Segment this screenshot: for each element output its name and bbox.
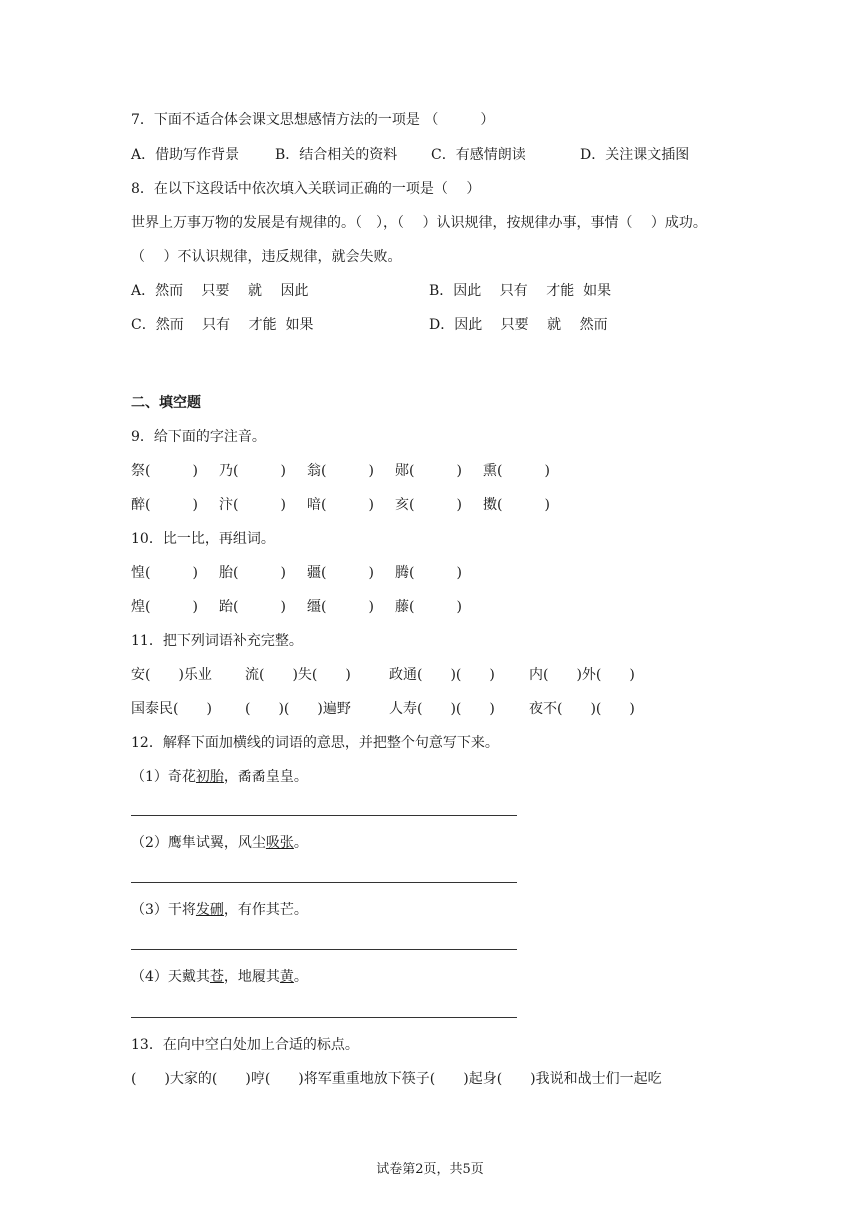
- answer-line: [131, 949, 517, 950]
- q9-row2: [131, 495, 550, 515]
- q11-item: ( )( )遍野: [245, 701, 351, 717]
- q9-item: 熏( ): [483, 463, 550, 479]
- q10-item: 煌( ): [131, 599, 198, 615]
- q7-option-d: D．关注课文插图: [580, 147, 690, 163]
- q9-item: 喑( ): [307, 497, 374, 513]
- q12-underlined-word: 初胎: [195, 769, 224, 785]
- q10-item: 跆( ): [219, 599, 286, 615]
- q11-item: 政通( )( ): [389, 667, 495, 683]
- q8-options-row2: [131, 315, 608, 335]
- q8-passage-line1: 世界上万事万物的发展是有规律的。（ ），（ ）认识规律，按规律办事，事情（ ）成功。: [131, 215, 707, 231]
- q11-item: 国泰民( ): [131, 701, 212, 717]
- q9-stem: 9．给下面的字注音。: [131, 429, 266, 445]
- q10-row2: [131, 597, 462, 617]
- q11-item: 流( )失( ): [245, 667, 351, 683]
- q13-stem: 13．在向中空白处加上合适的标点。: [131, 1037, 359, 1053]
- q9-item: 汴( ): [219, 497, 286, 513]
- q9-item: 乃( ): [219, 463, 286, 479]
- q10-item: 藤( ): [395, 599, 462, 615]
- q12-text: （2）鹰隼试翼，风尘: [131, 835, 266, 851]
- q8-options-row1: [131, 281, 612, 301]
- q12-item-4: [131, 967, 308, 987]
- q7-option-b: B．结合相关的资料: [275, 147, 398, 163]
- q9-item: 祭( ): [131, 463, 198, 479]
- q11-item: 人寿( )( ): [389, 701, 495, 717]
- q10-item: 胎( ): [219, 565, 286, 581]
- q7-options: [131, 145, 690, 165]
- q11-item: 内( )外( ): [529, 667, 635, 683]
- page-footer: 试卷第2页，共5页: [376, 1162, 484, 1177]
- q11-item: 夜不( )( ): [529, 701, 635, 717]
- q8-stem: 8．在以下这段话中依次填入关联词正确的一项是（ ）: [131, 181, 481, 197]
- q12-item-1: [131, 767, 308, 787]
- q9-row1: [131, 461, 550, 481]
- q12-underlined-word: 发硎: [195, 902, 224, 918]
- q12-stem: 12．解释下面加横线的词语的意思，并把整个句意写下来。: [131, 735, 499, 751]
- q9-item: 翁( ): [307, 463, 374, 479]
- q12-underlined-word: 吸张: [265, 835, 294, 851]
- q8-option-d: D．因此 只要 就 然而: [429, 317, 608, 333]
- section-heading: 二、填空题: [131, 395, 201, 411]
- q12-text: ，矞矞皇皇。: [223, 769, 308, 785]
- answer-line: [131, 882, 517, 883]
- q12-text: 。: [293, 835, 308, 851]
- q10-item: 疆( ): [307, 565, 374, 581]
- q12-text: （1）奇花: [131, 769, 196, 785]
- q9-item: 亥( ): [395, 497, 462, 513]
- q8-option-c: C．然而 只有 才能 如果: [131, 317, 314, 333]
- q10-item: 腾( ): [395, 565, 462, 581]
- q12-item-3: [131, 900, 308, 920]
- q8-option-b: B．因此 只有 才能 如果: [429, 283, 612, 299]
- q12-text: 。: [293, 969, 308, 985]
- q12-text: ，有作其芒。: [223, 902, 308, 918]
- q7-option-a: A．借助写作背景: [131, 147, 240, 163]
- q10-item: 缰( ): [307, 599, 374, 615]
- q12-underlined-word: 苍: [209, 969, 224, 985]
- q12-item-2: [131, 833, 308, 853]
- q11-item: 安( )乐业: [131, 667, 212, 683]
- q12-text: （4）天戴其: [131, 969, 210, 985]
- q11-row1: [131, 665, 635, 685]
- q12-underlined-word: 黄: [279, 969, 294, 985]
- answer-line: [131, 1017, 517, 1018]
- q11-stem: 11．把下列词语补充完整。: [131, 633, 303, 649]
- answer-line: [131, 815, 517, 816]
- q7-option-c: C．有感情朗读: [431, 147, 526, 163]
- q9-item: 郧( ): [395, 463, 462, 479]
- q11-row2: [131, 699, 635, 719]
- q12-text: （3）干将: [131, 902, 196, 918]
- q9-item: 擞( ): [483, 497, 550, 513]
- q8-option-a: A．然而 只要 就 因此: [131, 283, 309, 299]
- q8-passage-line2: （ ）不认识规律，违反规律，就会失败。: [131, 249, 402, 265]
- q12-text: ，地履其: [223, 969, 280, 985]
- q7-stem: 7．下面不适合体会课文思想感情方法的一项是 （ ）: [131, 112, 495, 128]
- q13-sentence: ( )大家的( )哼( )将军重重地放下筷子( )起身( )我说和战士们一起吃: [131, 1071, 662, 1087]
- q9-item: 醉( ): [131, 497, 198, 513]
- q10-stem: 10．比一比，再组词。: [131, 531, 275, 547]
- q10-row1: [131, 563, 462, 583]
- q10-item: 惶( ): [131, 565, 198, 581]
